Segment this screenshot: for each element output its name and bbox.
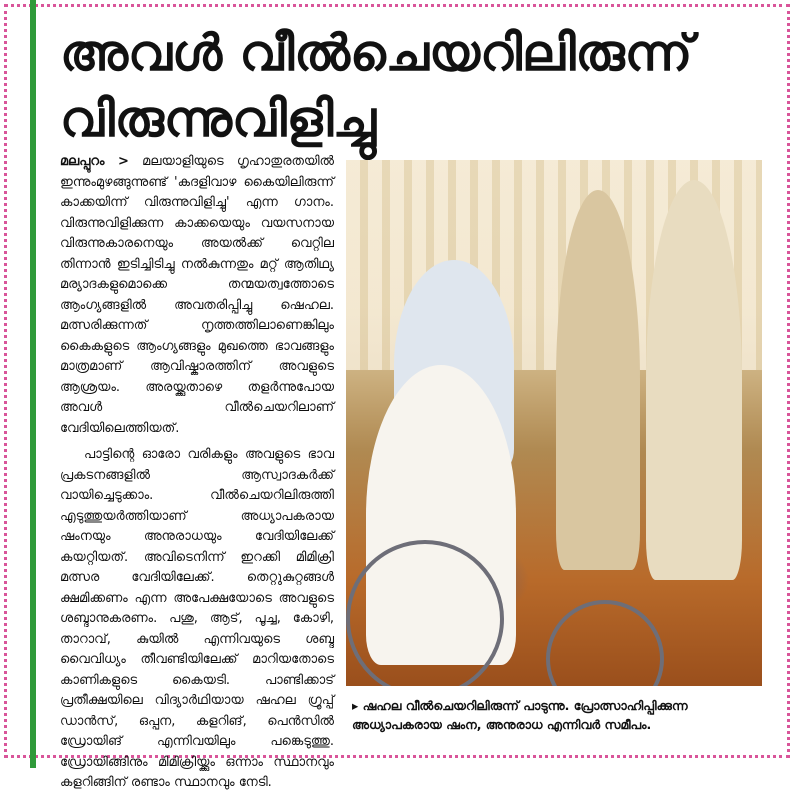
caption-text: ഷഹല വീൽചെയറിലിരുന്ന് പാടുന്നു. പ്രോത്സാഹിപ്പിക്കുന്ന അധ്യാപകരായ ഷംന, അനുരാധ എന്നിവർ സമീപം. [352,698,688,732]
photo-figure-teacher-center [556,190,640,570]
article-paragraph: പാട്ടിന്റെ ഓരോ വരികളും അവളുടെ ഭാവ പ്രകടനങ്ങളിൽ ആസ്വാദകർക്ക് വായിച്ചെടുക്കാം. വീൽചെയറിലിരുത്തി എടുത്തുയർത്തിയാണ് അധ്യാപകരായ ഷംനയും അനുരാധയും വേദിയിലേക്ക് കയറ്റിയത്. അവിടെനിന്ന് ഇറക്കി മിമിക്രി മത്സര വേദിയിലേക്ക്. തെറ്റുകുറ്റങ്ങൾ ക്ഷമിക്കണം എന്ന അപേക്ഷയോടെ അവളുടെ ശബ്ദാനുകരണം. പശു, ആട്, പൂച്ച, കോഴി, താറാവ്, കുയിൽ എന്നിവയുടെ ശബ്ദ വൈവിധ്യം തീവണ്ടിയിലേക്ക് മാറിയതോടെ കാണികളുടെ കൈയടി. പാണ്ടിക്കാട് പ്രതീക്ഷയിലെ വിദ്യാർഥിയായ ഷഹല ഗ്രൂപ്പ് ഡാൻസ്, ഒപ്പന, കളറിങ്, പെൻസിൽ ഡ്രോയിങ് എന്നിവയിലും പങ്കെടുത്തു. ഡ്രോയിങ്ങിനും മിമിക്രിയ്ക്കും ഒന്നാം സ്ഥാനവും കളറിങ്ങിന് രണ്ടാം സ്ഥാനവും നേടി. [60,447,334,790]
photo-wheelchair-wheel-right [546,600,664,686]
photo-caption [352,696,762,734]
photo-wheelchair-wheel-left [346,540,504,686]
photo-figure-teacher-right [646,180,742,580]
side-accent-bar [30,0,36,768]
news-photo [346,160,762,686]
caption-marker: ▸ [352,698,359,713]
article-body [60,152,334,794]
paragraph-text: മലയാളിയുടെ ഗൃഹാതുരതയിൽ ഇന്നുംമുഴങ്ങുന്നുണ്ട് 'കദളിവാഴ കൈയിലിരുന്ന് കാക്കയിന്ന് വിരുന്നുവിളിച്ചു' എന്ന ഗാനം. വിരുന്നുവിളിക്കുന്ന കാക്കയെയും വയസനായ വിരുന്നുകാരനെയും അയൽക്ക് വെറ്റില തിന്നാൻ ഇടിച്ചിടിച്ചു നൽകുന്നതും മറ്റ് ആതിഥ്യ മര്യാദകളുമൊക്കെ തന്മയത്വത്തോടെ ആംഗ്യങ്ങളിൽ അവതരിപ്പിച്ചു ഷെഹല. മത്സരിക്കുന്നത് നൃത്തത്തിലാണെങ്കിലും കൈകളുടെ ആംഗ്യങ്ങളും മുഖത്തെ ഭാവങ്ങളും മാത്രമാണ് ആവിഷ്കാരത്തിന് അവളുടെ ആശ്രയം. അരയ്ക്കുതാഴെ തളർന്നുപോയ അവൾ വീൽചെയറിലാണ് വേദിയിലെത്തിയത്. [60,154,334,436]
dateline: മലപ്പുറം > [60,154,129,169]
article-paragraph [60,152,334,439]
headline: അവൾ വീൽചെയറിലിരുന്ന് വിരുന്നുവിളിച്ചു [60,24,693,148]
